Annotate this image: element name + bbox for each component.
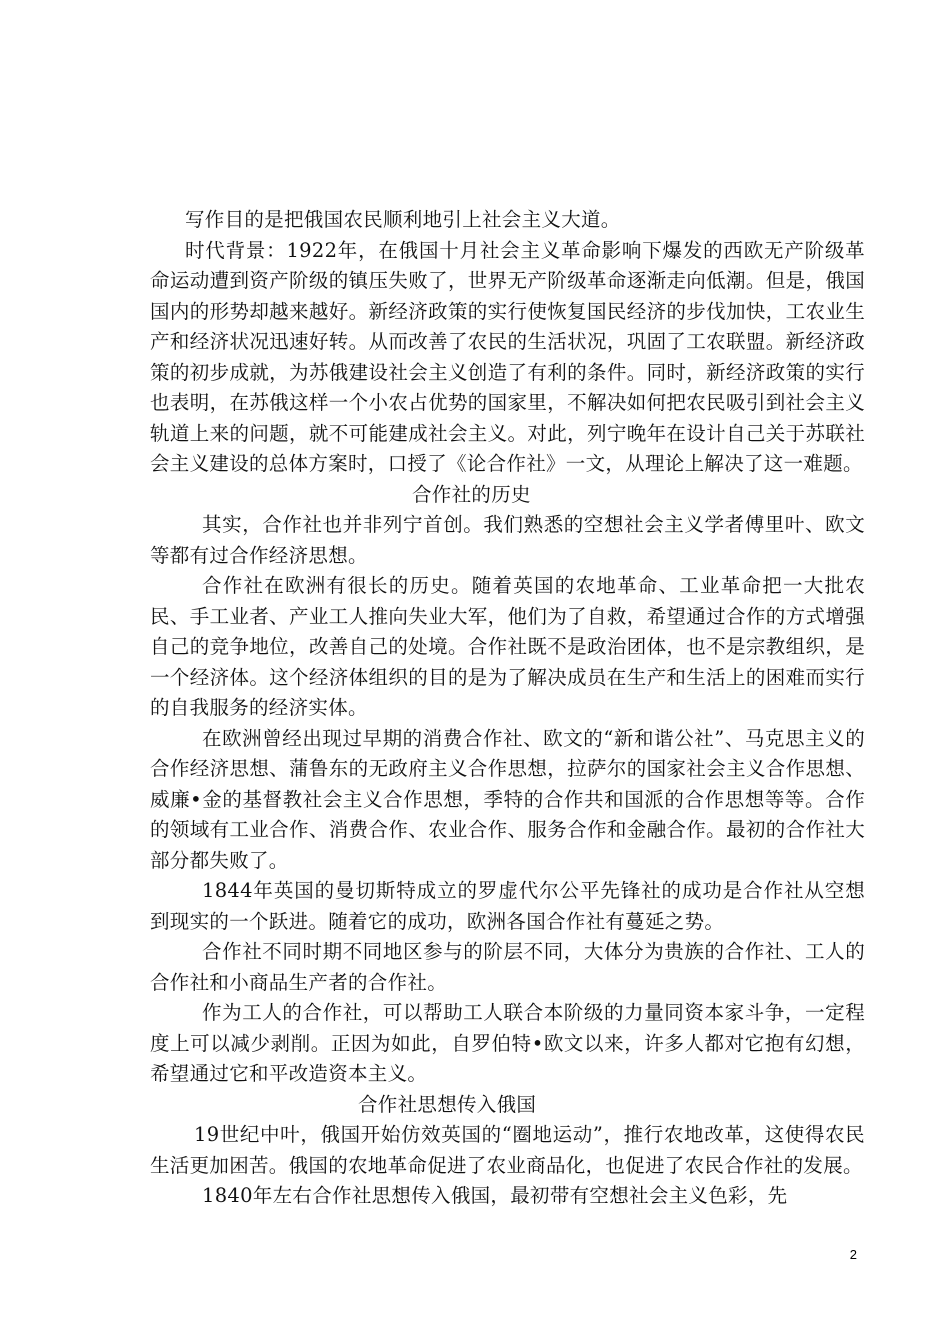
- paragraph-history-1: 其实，合作社也并非列宁首创。我们熟悉的空想社会主义学者傅里叶、欧文等都有过合作经济思想。: [150, 513, 865, 567]
- paragraph-purpose: 写作目的是把俄国农民顺利地引上社会主义大道。: [185, 208, 621, 231]
- paragraph-history-4: 1844年英国的曼切斯特成立的罗虚代尔公平先锋社的成功是合作社从空想到现实的一个跃进。随着它的成功，欧洲各国合作社有蔓延之势。: [150, 879, 865, 933]
- paragraph-background: 时代背景：1922年，在俄国十月社会主义革命影响下爆发的西欧无产阶级革命运动遭到资产阶级的镇压失败了，世界无产阶级革命逐渐走向低潮。但是，俄国国内的形势却越来越好。新经济政策的实行使恢复国民经济的步伐加快，工农业生产和经济状况迅速好转。从而改善了农民的生活状况，巩固了工农联盟。新经济政策的初步成就，为苏俄建设社会主义创造了有利的条件。同时，新经济政策的实行也表明，在苏俄这样一个小农占优势的国家里，不解决如何把农民吸引到社会主义轨道上来的问题，就不可能建成社会主义。对此，列宁晚年在设计自己关于苏联社会主义建设的总体方案时，口授了《论合作社》一文，从理论上解决了这一难题。: [150, 238, 865, 475]
- page-number: 2: [849, 1247, 857, 1262]
- document-body: [150, 205, 865, 1212]
- section-heading-russia: 合作社思想传入俄国: [358, 1092, 537, 1116]
- paragraph-history-6: 作为工人的合作社，可以帮助工人联合本阶级的力量同资本家斗争，一定程度上可以减少剥削。正因为如此，自罗伯特•欧文以来，许多人都对它抱有幻想，希望通过它和平改造资本主义。: [150, 1001, 865, 1085]
- paragraph-history-2: 合作社在欧洲有很长的历史。随着英国的农地革命、工业革命把一大批农民、手工业者、产业工人推向失业大军，他们为了自救，希望通过合作的方式增强自己的竞争地位，改善自己的处境。合作社既不是政治团体，也不是宗教组织，是一个经济体。这个经济体组织的目的是为了解决成员在生产和生活上的困难而实行的自我服务的经济实体。: [150, 574, 865, 719]
- paragraph-russia-2: 1840年左右合作社思想传入俄国，最初带有空想社会主义色彩，先: [202, 1184, 788, 1207]
- paragraph-history-3: 在欧洲曾经出现过早期的消费合作社、欧文的“新和谐公社”、马克思主义的合作经济思想、蒲鲁东的无政府主义合作思想，拉萨尔的国家社会主义合作思想、威廉•金的基督教社会主义合作思想，季特的合作共和国派的合作思想等等。合作的领域有工业合作、消费合作、农业合作、服务合作和金融合作。最初的合作社大部分都失败了。: [150, 726, 865, 872]
- paragraph-russia-1: 19世纪中叶，俄国开始仿效英国的“圈地运动”，推行农地改革，这使得农民生活更加困苦。俄国的农地革命促进了农业商品化，也促进了农民合作社的发展。: [150, 1123, 865, 1177]
- section-heading-history: 合作社的历史: [412, 482, 531, 506]
- paragraph-history-5: 合作社不同时期不同地区参与的阶层不同，大体分为贵族的合作社、工人的合作社和小商品生产者的合作社。: [150, 940, 865, 994]
